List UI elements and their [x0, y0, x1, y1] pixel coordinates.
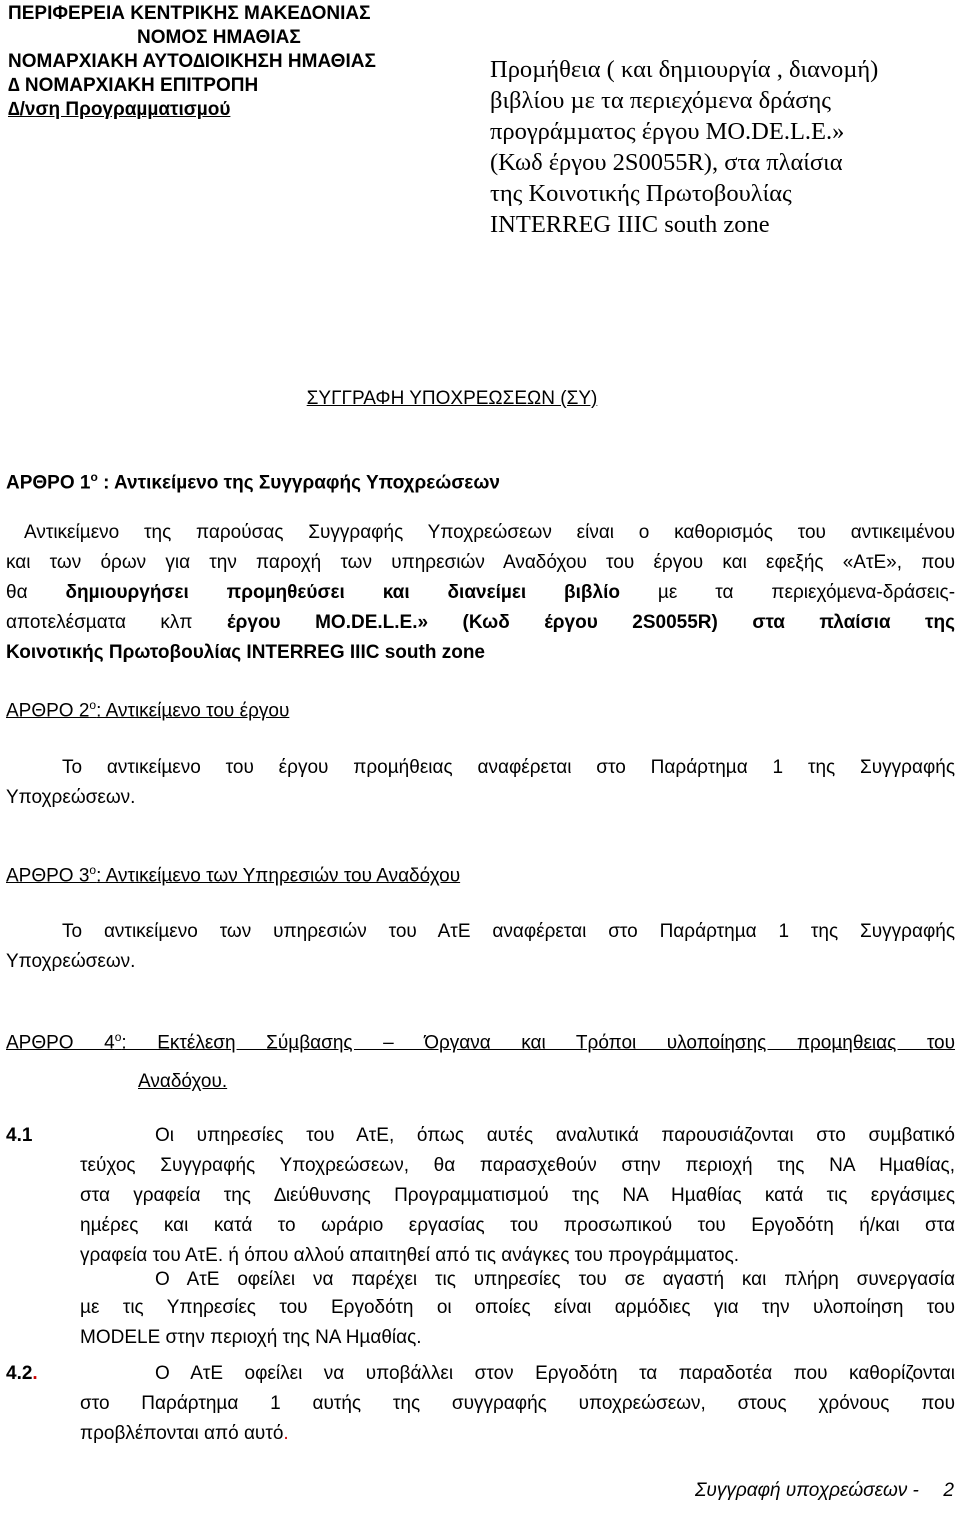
article-3-heading	[6, 863, 460, 887]
article-1-line-3	[6, 578, 955, 608]
project-line: Προµήθεια ( και δηµιουργία , διανοµή)	[490, 56, 879, 83]
article-3-prefix: ΑΡΘΡΟ 3	[6, 865, 90, 887]
authority-name: ΝΟΜΑΡΧΙΑΚΗ ΑΥΤΟ∆ΙΟΙΚΗΣΗ ΗΜΑΘΙΑΣ	[8, 51, 376, 72]
article-2-line: Το αντικείµενο του έργου προµήθειας αναφέρεται στο Παράρτηµα 1 της Συγγραφής	[62, 757, 955, 778]
region-name: ΠΕΡΙΦΕΡΕΙΑ ΚΕΝΤΡΙΚΗΣ ΜΑΚΕ∆ΟΝΙΑΣ	[8, 3, 371, 24]
section-4-2-line	[80, 1419, 955, 1449]
article-1-body-cont	[6, 548, 955, 668]
article-3-line: Υποχρεώσεων.	[6, 951, 136, 972]
article-2-prefix: ΑΡΘΡΟ 2	[6, 700, 90, 722]
article-1-bold-text: δηµιουργήσει προµηθεύσει και διανείµει βιβλίο	[65, 582, 620, 603]
project-line: προγράµµατος έργου ΜΟ.DE.L.E.»	[490, 118, 845, 145]
article-1-text: αποτελέσµατα κλπ	[6, 612, 193, 633]
section-4-1-number: 4.1	[6, 1125, 33, 1146]
article-4-sup: ο	[114, 1030, 122, 1044]
article-4-title: : Εκτέλεση Σύµβασης – Όργανα και Τρόποι υλοποίησης προµηθειας του	[121, 1032, 956, 1054]
article-4-heading-cont	[138, 1071, 227, 1093]
section-4-1-body	[80, 1151, 955, 1271]
section-4-1-para2-first	[155, 1265, 955, 1295]
section-4-1-line: Οι υπηρεσίες του ΑτΕ, όπως αυτές αναλυτικά παρουσιάζονται στο συµβατικό	[155, 1125, 955, 1146]
article-2-body	[62, 753, 955, 783]
article-2-heading	[6, 698, 289, 722]
article-3-body-cont	[6, 947, 135, 977]
article-1-line: Κοινοτικής Πρωτοβουλίας INTERREG IIIC south zone	[6, 642, 485, 663]
project-line: (Κωδ έργου 2S0055R), στα πλαίσια	[490, 149, 843, 176]
article-3-title: : Αντικείµενο των Υπηρεσιών του Αναδόχου	[96, 865, 461, 887]
committee-name: ∆ ΝΟΜΑΡΧΙΑΚΗ ΕΠΙΤΡΟΠΗ	[8, 75, 259, 96]
article-1-line: και των όρων για την παροχή των υπηρεσιών Αναδόχου του έργου και εφεξής «ΑτΕ», που	[6, 552, 955, 573]
section-4-2-first-line	[155, 1359, 955, 1389]
article-1-body	[24, 518, 955, 548]
section-4-1-line: µε τις Υπηρεσίες του Εργοδότη οι οποίες είναι αρµόδιες για την υλοποίηση του	[80, 1297, 955, 1318]
section-4-1-first-line	[155, 1121, 955, 1151]
section-4-1-line: MODELE στην περιοχή της ΝΑ Ηµαθίας.	[80, 1327, 422, 1348]
page-footer	[695, 1480, 954, 1502]
section-4-2-line: Ο ΑτΕ οφείλει να υποβάλλει στον Εργοδότη τα παραδοτέα που καθορίζονται	[155, 1363, 955, 1384]
section-4-2-number	[6, 1363, 38, 1385]
article-4-heading	[6, 1030, 955, 1054]
header-organization	[8, 2, 376, 122]
article-3-sup: ο	[89, 863, 97, 877]
project-description	[490, 54, 940, 240]
article-2-body-cont	[6, 783, 135, 813]
project-line: βιβλίου µε τα περιεχόµενα δράσης	[490, 87, 831, 114]
page-number: 2	[943, 1480, 954, 1501]
prefecture-name: ΝΟΜΟΣ ΗΜΑΘΙΑΣ	[137, 27, 301, 48]
section-4-1-line: Ο ΑτΕ οφείλει να παρέχει τις υπηρεσίες του σε αγαστή και πλήρη συνεργασία	[155, 1269, 955, 1290]
project-line: INTERREG IIIC south zone	[490, 211, 770, 238]
article-3-body	[62, 917, 955, 947]
article-1-bold-text: έργου ΜΟ.DE.L.E.» (Κωδ έργου 2S0055R) στα πλαίσια της	[227, 612, 955, 633]
section-4-1-line: ηµέρες και κατά το ωράριο εργασίας του προσωπικού του Εργοδότη ή/και στα	[80, 1215, 955, 1236]
document-title-text: ΣΥΓΓΡΑΦΗ ΥΠΟΧΡΕΩΣΕΩΝ (ΣΥ)	[306, 388, 598, 409]
article-1-line: Αντικείµενο της παρούσας Συγγραφής Υποχρεώσεων είναι ο καθορισµός του αντικειµένου	[24, 522, 955, 543]
section-4-2-line: στο Παράρτηµα 1 αυτής της συγγραφής υποχρεώσεων, στους χρόνους που	[80, 1393, 955, 1414]
article-1-prefix: ΑΡΘΡΟ 1	[6, 472, 91, 494]
footer-text: Συγγραφή υποχρεώσεων -	[695, 1480, 919, 1501]
article-1-text: θα	[6, 582, 28, 603]
section-4-1-line: στα γραφεία της ∆ιεύθυνσης Προγραµµατισµού της ΝΑ Ηµαθίας κατά τις εργάσιµες	[80, 1185, 955, 1206]
document-title	[0, 388, 904, 410]
section-4-1-line: γραφεία του ΑτΕ. ή όπου αλλού απαιτηθεί από τις ανάγκες του προγράµµατος.	[80, 1245, 740, 1266]
article-1-heading	[6, 470, 500, 494]
article-2-line: Υποχρεώσεων.	[6, 787, 136, 808]
article-2-title: : Αντικείµενο του έργου	[96, 700, 290, 722]
article-3-line: Το αντικείµενο των υπηρεσιών του ΑτΕ αναφέρεται στο Παράρτηµα 1 της Συγγραφής	[62, 921, 955, 942]
project-line: της Κοινοτικής Πρωτοβουλίας	[490, 180, 792, 207]
section-4-1-line: τεύχος Συγγραφής Υποχρεώσεων, θα παρασχεθούν στην περιοχή της ΝΑ Ηµαθίας,	[80, 1155, 955, 1176]
section-4-2-num: 4.2	[6, 1363, 33, 1384]
section-4-2-end: .	[283, 1423, 289, 1444]
section-4-2-num-dot: .	[32, 1363, 38, 1384]
department-name: ∆/νση Προγραµµατισµού	[8, 99, 231, 120]
article-4-title-cont: Αναδόχου.	[138, 1071, 228, 1092]
article-1-title: : Αντικείµενο της Συγγραφής Υποχρεώσεων	[97, 472, 500, 494]
section-4-2-text: προβλέπονται από αυτό	[80, 1423, 284, 1444]
section-4-2-body	[80, 1389, 955, 1449]
article-1-sup: ο	[90, 470, 98, 484]
section-4-1-para2	[80, 1293, 955, 1353]
article-1-line-4	[6, 608, 955, 638]
article-4-heading-line	[6, 1030, 955, 1054]
article-4-prefix: ΑΡΘΡΟ 4	[6, 1032, 115, 1054]
article-2-sup: ο	[89, 698, 97, 712]
article-1-text: µε τα περιεχόµενα-δράσεις-	[657, 582, 956, 603]
